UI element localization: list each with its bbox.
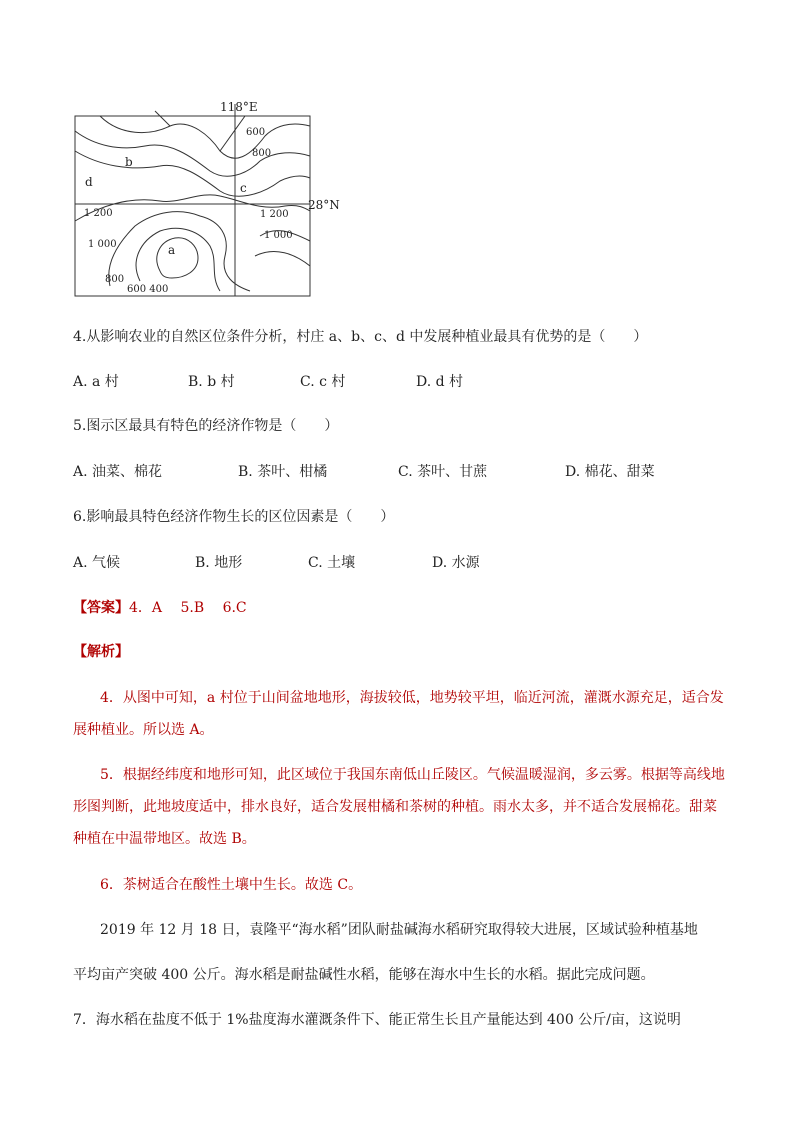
q6-option-d[interactable]: D. 水源: [432, 555, 480, 571]
longitude-label: 118°E: [220, 100, 258, 114]
contour-label-600-400: 600 400: [127, 284, 169, 295]
village-c-label: c: [240, 181, 247, 195]
analysis-5-line2: 形图判断，此地坡度适中，排水良好，适合发展柑橘和茶树的种植。雨水太多，并不适合发展棉花。甜菜: [73, 799, 717, 815]
analysis-6: 6．茶树适合在酸性土壤中生长。故选 C。: [100, 877, 363, 893]
village-d-label: d: [85, 175, 93, 189]
q5-option-c[interactable]: C. 茶叶、甘蔗: [398, 464, 488, 480]
contour-label-800: 800: [252, 148, 272, 159]
q4-option-c[interactable]: C. c 村: [300, 374, 346, 390]
contour-label-800b: 800: [105, 274, 125, 285]
q4-option-a[interactable]: A. a 村: [73, 374, 119, 390]
q4-option-b[interactable]: B. b 村: [188, 374, 235, 390]
q5-option-b[interactable]: B. 茶叶、柑橘: [238, 464, 328, 480]
village-a-label: a: [168, 243, 176, 257]
q6-option-b[interactable]: B. 地形: [195, 555, 243, 571]
q5-option-a[interactable]: A. 油菜、棉花: [73, 464, 163, 480]
answer-line: [73, 598, 247, 618]
passage-line2: 平均亩产突破 400 公斤。海水稻是耐盐碱性水稻，能够在海水中生长的水稻。据此完成问题。: [73, 967, 655, 983]
contour-label-1200: 1 200: [84, 208, 113, 219]
contour-label-1200b: 1 200: [260, 209, 289, 220]
analysis-4-line1: 4．从图中可知，a 村位于山间盆地地形，海拔较低，地势较平坦，临近河流，灌溉水源充足，适合发: [100, 690, 724, 706]
q6-option-a[interactable]: A. 气候: [73, 555, 121, 571]
analysis-5-line1: 5．根据经纬度和地形可知，此区域位于我国东南低山丘陵区。气候温暖湿润，多云雾。根据等高线地: [100, 767, 725, 783]
q5-option-d[interactable]: D. 棉花、甜菜: [565, 464, 655, 480]
analysis-4-line2: 展种植业。所以选 A。: [73, 722, 214, 738]
question-5-stem: 5.图示区最具有特色的经济作物是（ ）: [73, 418, 339, 434]
analysis-5-line3: 种植在中温带地区。故选 B。: [73, 831, 256, 847]
passage-line1: 2019 年 12 月 18 日，袁隆平“海水稻”团队耐盐碱海水稻研究取得较大进展，区域试验种植基地: [100, 922, 698, 938]
question-7-stem: 7．海水稻在盐度不低于 1%盐度海水灌溉条件下、能正常生长且产量能达到 400 公斤/亩，这说明: [73, 1012, 681, 1028]
contour-label-1000b: 1 000: [264, 230, 293, 241]
q6-option-c[interactable]: C. 土壤: [308, 555, 356, 571]
question-6-stem: 6.影响最具特色经济作物生长的区位因素是（ ）: [73, 509, 395, 525]
latitude-label: 28°N: [308, 198, 340, 212]
contour-label-600: 600: [246, 127, 266, 138]
answer-text: 4．A 5.B 6.C: [129, 600, 247, 616]
question-4-stem: 4.从影响农业的自然区位条件分析，村庄 a、b、c、d 中发展种植业最具有优势的是（ ）: [73, 329, 648, 345]
answer-label: 【答案】: [73, 600, 129, 616]
analysis-label: 【解析】: [73, 644, 129, 660]
village-b-label: b: [125, 155, 133, 169]
q4-option-d[interactable]: D. d 村: [416, 374, 464, 390]
contour-label-1000: 1 000: [88, 239, 117, 250]
